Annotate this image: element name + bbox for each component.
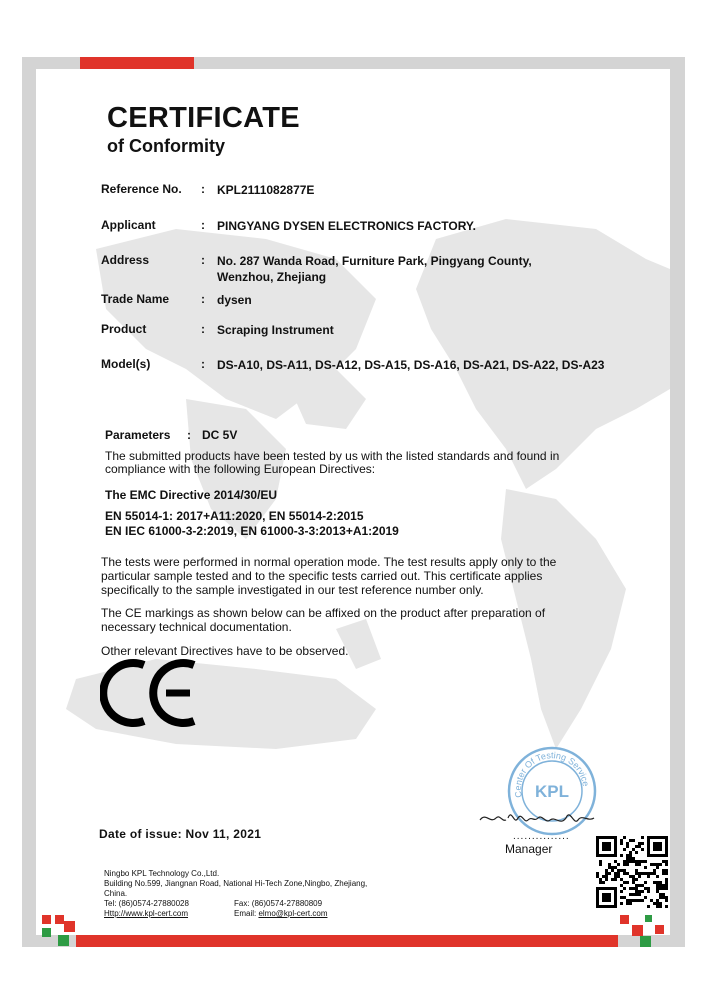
tested-statement-line2: compliance with the following European Directives: xyxy=(105,462,376,476)
field-label: Reference No. xyxy=(101,182,182,196)
manager-title: Manager xyxy=(505,842,553,856)
top-red-bar xyxy=(80,57,194,69)
field-colon: : xyxy=(201,182,205,196)
parameters-value: DC 5V xyxy=(202,428,238,442)
ce-statement-line1: The CE markings as shown below can be affixed on the product after preparation of xyxy=(101,606,546,620)
field-label: Applicant xyxy=(101,218,156,232)
parameters-colon: : xyxy=(187,428,191,442)
footer-address-line2: China. xyxy=(104,889,128,898)
field-value: DS-A10, DS-A11, DS-A12, DS-A15, DS-A16, DS-A21, DS-A22, DS-A23 xyxy=(217,358,605,372)
corner-square xyxy=(58,935,69,946)
ce-mark-icon xyxy=(100,657,200,729)
date-value: Nov 11, 2021 xyxy=(185,827,262,841)
tests-statement-line2: particular sample tested and to the specific tests carried out. This certificate applies xyxy=(101,569,543,583)
signature-line: ............... xyxy=(513,831,570,842)
field-value-line2: Wenzhou, Zhejiang xyxy=(217,270,327,284)
manager-signature xyxy=(476,798,606,832)
email-link[interactable]: elmo@kpl-cert.com xyxy=(258,909,328,918)
field-label: Product xyxy=(101,322,147,336)
field-colon: : xyxy=(201,218,205,232)
corner-square xyxy=(645,915,652,922)
field-colon: : xyxy=(201,253,205,267)
footer-address-line1: Building No.599, Jiangnan Road, National Hi-Tech Zone,Ningbo, Zhejiang, xyxy=(104,879,368,888)
field-value: PINGYANG DYSEN ELECTRONICS FACTORY. xyxy=(217,219,476,233)
signature-text: elmo chen xyxy=(476,798,481,799)
standards-line2: EN IEC 61000-3-2:2019, EN 61000-3-3:2013+A1:2019 xyxy=(105,524,399,538)
ce-statement-line2: necessary technical documentation. xyxy=(101,620,292,634)
field-colon: : xyxy=(201,322,205,336)
website-link[interactable]: Http://www.kpl-cert.com xyxy=(104,909,189,918)
field-value: No. 287 Wanda Road, Furniture Park, Pingyang County, xyxy=(217,254,532,268)
field-value: Scraping Instrument xyxy=(217,323,334,337)
corner-square xyxy=(42,928,51,937)
certificate-title: CERTIFICATE xyxy=(107,102,300,134)
footer-fax: Fax: (86)0574-27880809 xyxy=(234,899,323,908)
field-value: KPL2111082877E xyxy=(217,183,315,197)
tests-statement-line3: specifically to the sample investigated in our test reference number only. xyxy=(101,583,484,597)
parameters-label: Parameters xyxy=(105,428,171,442)
corner-square xyxy=(64,921,75,932)
field-value: dysen xyxy=(217,293,252,307)
field-label: Model(s) xyxy=(101,357,151,371)
date-label: Date of issue: xyxy=(99,827,182,841)
footer-web[interactable] xyxy=(104,909,188,919)
corner-square xyxy=(640,936,651,947)
footer-email xyxy=(234,909,327,919)
corner-square xyxy=(55,915,64,924)
field-colon: : xyxy=(201,357,205,371)
tests-statement-line1: The tests were performed in normal operation mode. The test results apply only to the xyxy=(101,555,557,569)
date-of-issue xyxy=(99,827,261,841)
corner-square xyxy=(632,925,643,936)
tested-statement-line1: The submitted products have been tested by us with the listed standards and found in xyxy=(105,449,560,463)
other-directives: Other relevant Directives have to be observed. xyxy=(101,644,349,658)
bottom-red-bar xyxy=(76,935,618,947)
certificate-subtitle: of Conformity xyxy=(107,136,225,156)
corner-square xyxy=(42,915,51,924)
field-label: Address xyxy=(101,253,150,267)
standards-line1: EN 55014-1: 2017+A11:2020, EN 55014-2:2015 xyxy=(105,509,364,523)
corner-square xyxy=(620,915,629,924)
field-colon: : xyxy=(201,292,205,306)
email-label: Email: xyxy=(234,909,259,918)
directive: The EMC Directive 2014/30/EU xyxy=(105,488,278,502)
footer-company: Ningbo KPL Technology Co.,Ltd. xyxy=(104,869,220,878)
corner-square xyxy=(655,925,664,934)
footer-tel: Tel: (86)0574-27880028 xyxy=(104,899,189,908)
stamp-ring-text: Center Of Testing Service xyxy=(512,750,591,799)
stamp-center-text: KPL xyxy=(535,782,569,801)
field-label: Trade Name xyxy=(101,292,170,306)
qr-code-icon xyxy=(596,836,668,908)
